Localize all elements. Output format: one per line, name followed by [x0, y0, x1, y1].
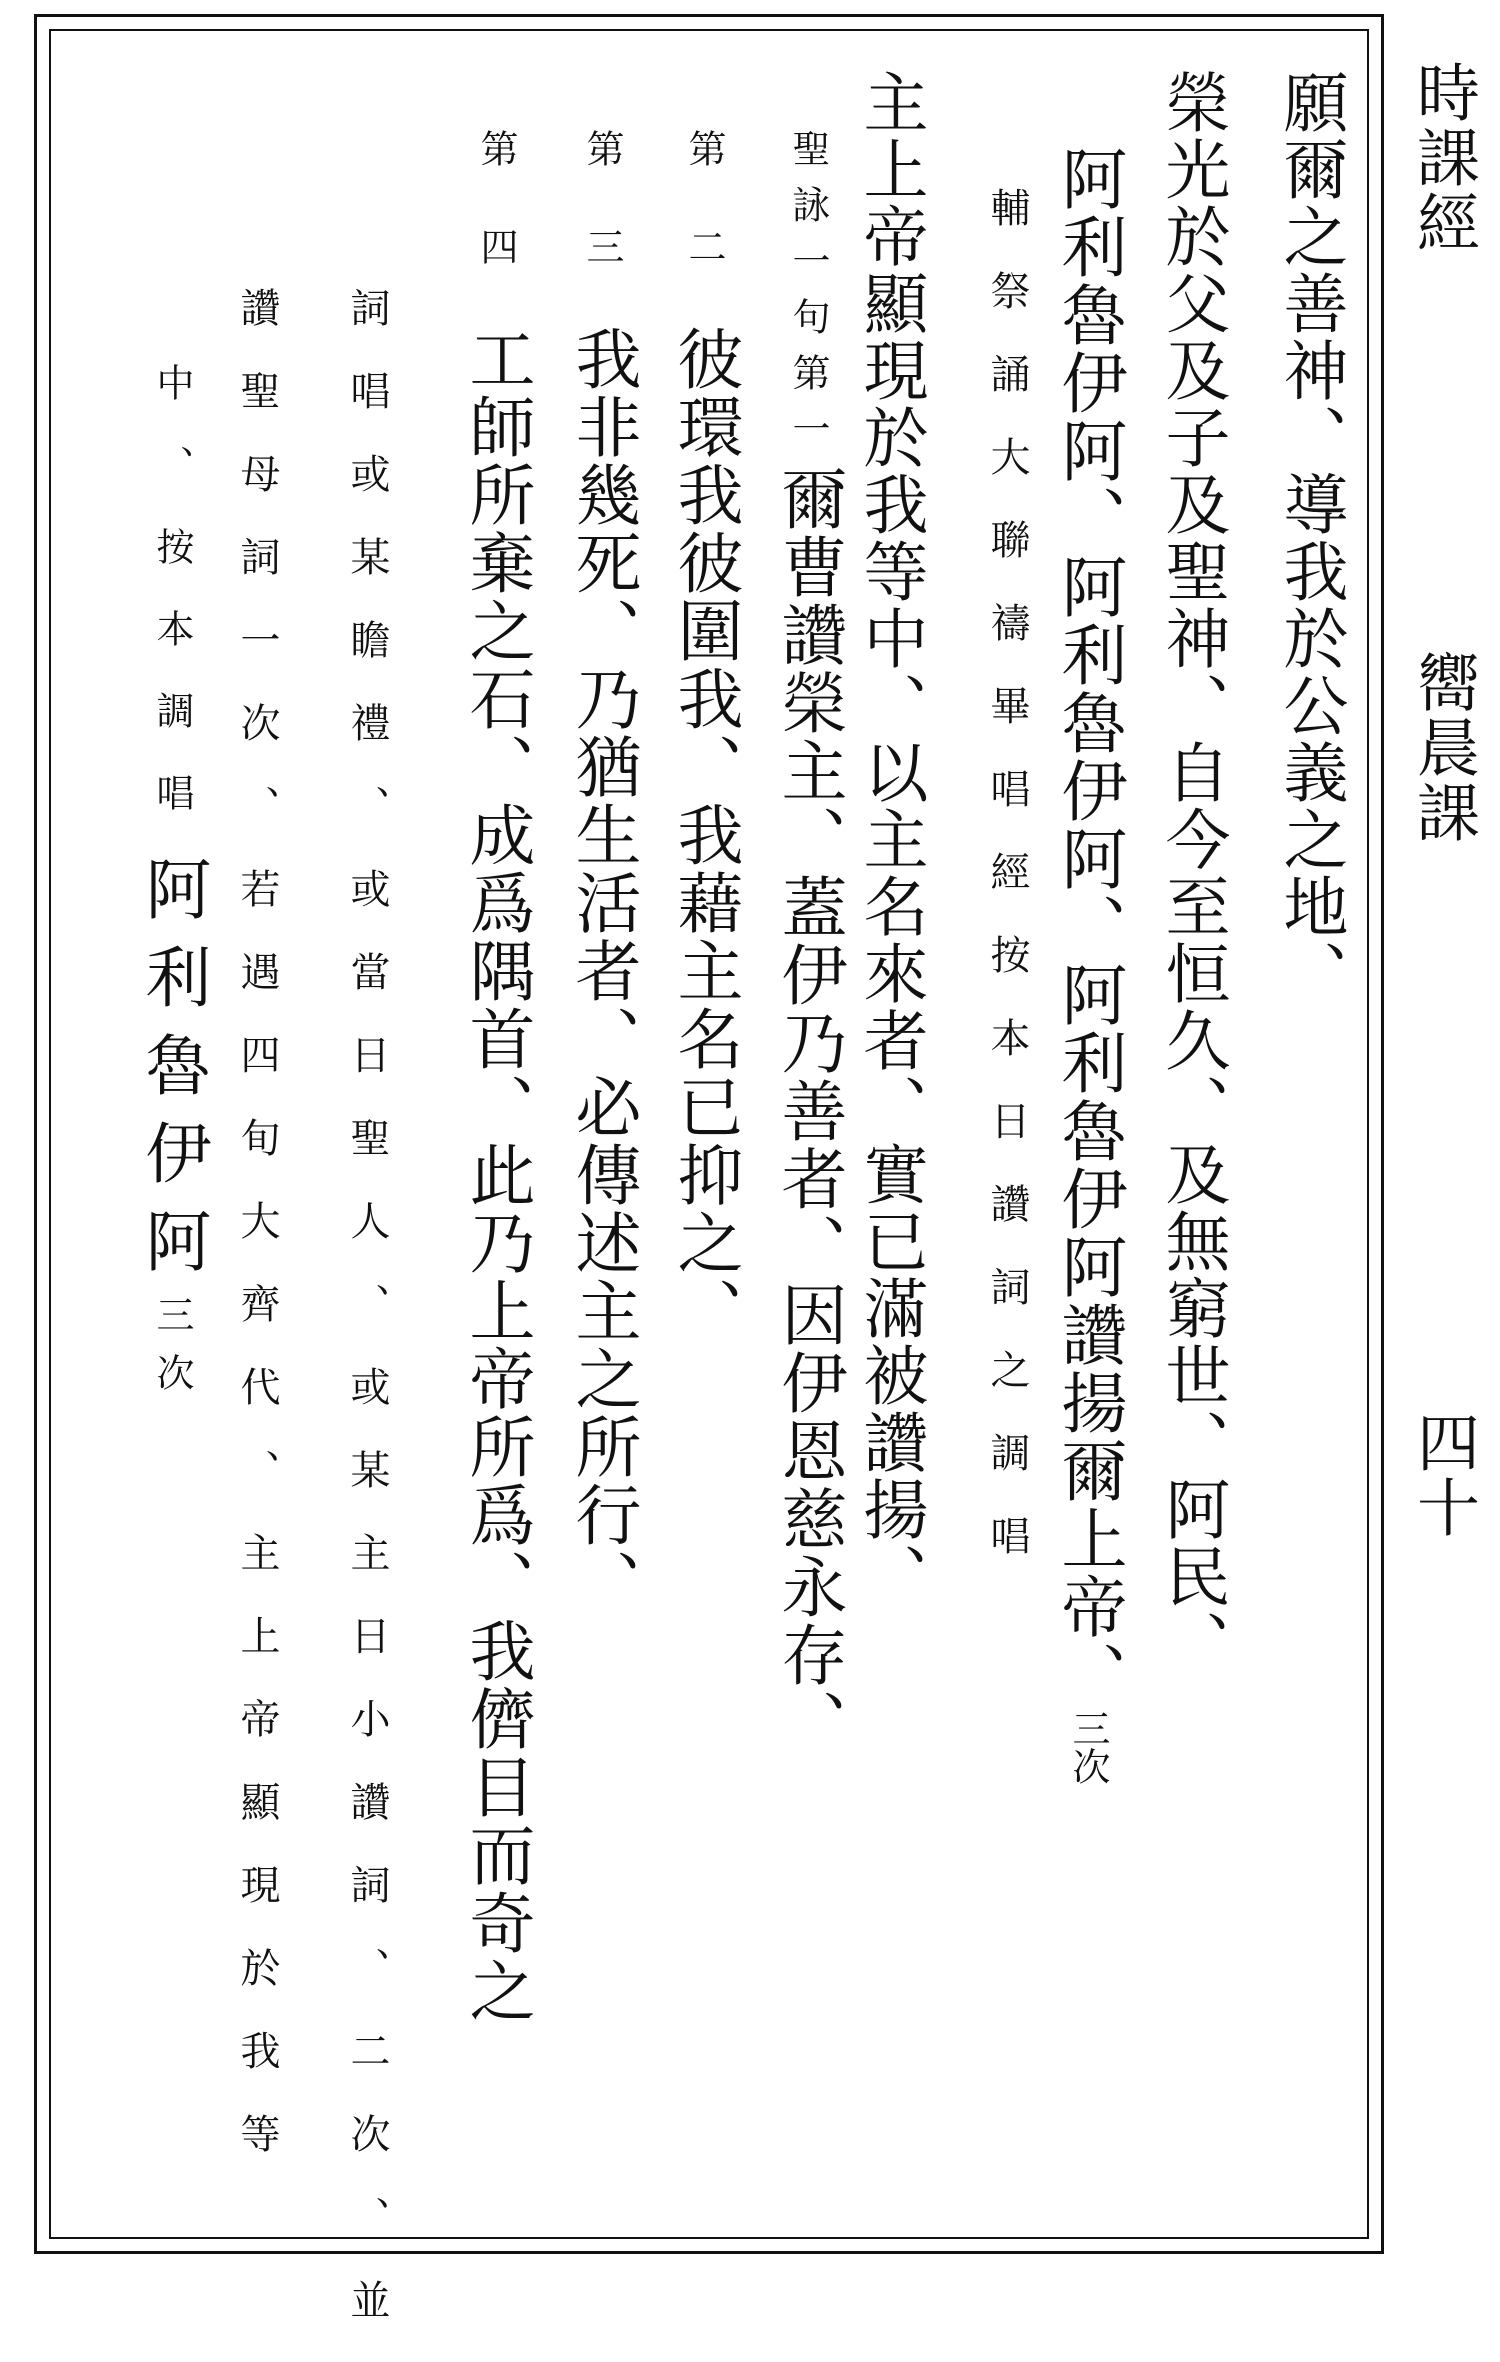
section-title: 嚮晨課	[1407, 650, 1480, 845]
column-12-main: 阿利魯伊阿	[134, 855, 211, 1295]
page-frame	[34, 14, 1384, 2362]
column-9-label: 第四	[474, 129, 518, 325]
column-6-main: 爾曹讚榮主、蓋伊乃善者、因伊恩慈永存、	[770, 465, 847, 1757]
rubric-column-10: 詞唱或某瞻禮、或當日聖人、或某主日小讚詞、二次、並	[344, 287, 390, 2362]
column-8-label: 第三	[580, 129, 624, 325]
text-column-8	[553, 53, 651, 1617]
text-column-3	[1039, 69, 1137, 1785]
text-column-5: 主上帝顯現於我等中、以主名來者、實已滿被讚揚、	[852, 69, 927, 1610]
text-column-7	[655, 53, 753, 1345]
column-7-main: 彼環我彼圍我、我藉主名已抑之、	[666, 325, 743, 1345]
rubric-column-11: 讚聖母詞一次、若遇四旬大齊代、主上帝顯現於我等	[234, 287, 280, 2196]
column-3-main: 阿利魯伊阿、阿利魯伊阿、阿利魯伊阿讚揚爾上帝、	[1050, 145, 1127, 1709]
book-title: 時課經	[1407, 60, 1480, 255]
rubric-column-4: 輔祭誦大聯禱畢唱經按本日讚詞之調唱	[984, 187, 1030, 1598]
column-7-label: 第二	[682, 129, 726, 325]
text-column-9	[447, 53, 545, 2025]
text-column-12	[123, 287, 221, 1411]
column-9-main: 工師所棄之石、成爲隅首、此乃上帝所爲、我儕目而奇之	[458, 325, 535, 2025]
column-6-label: 聖詠一句第一	[786, 129, 830, 465]
column-12-note: 三次	[150, 1295, 194, 1411]
column-3-note: 三次	[1066, 1709, 1110, 1785]
text-column-1: 願爾之善神、導我於公義之地、	[1272, 69, 1347, 1007]
column-8-main: 我非幾死、乃猶生活者、必傳述主之所行、	[564, 325, 641, 1617]
text-column-6	[759, 53, 857, 1757]
text-column-2: 榮光於父及子及聖神、自今至恒久、及無窮世、阿民、	[1154, 69, 1229, 1677]
page-number: 四十	[1407, 1410, 1480, 1540]
column-12-label: 中、按本調唱	[150, 363, 194, 855]
